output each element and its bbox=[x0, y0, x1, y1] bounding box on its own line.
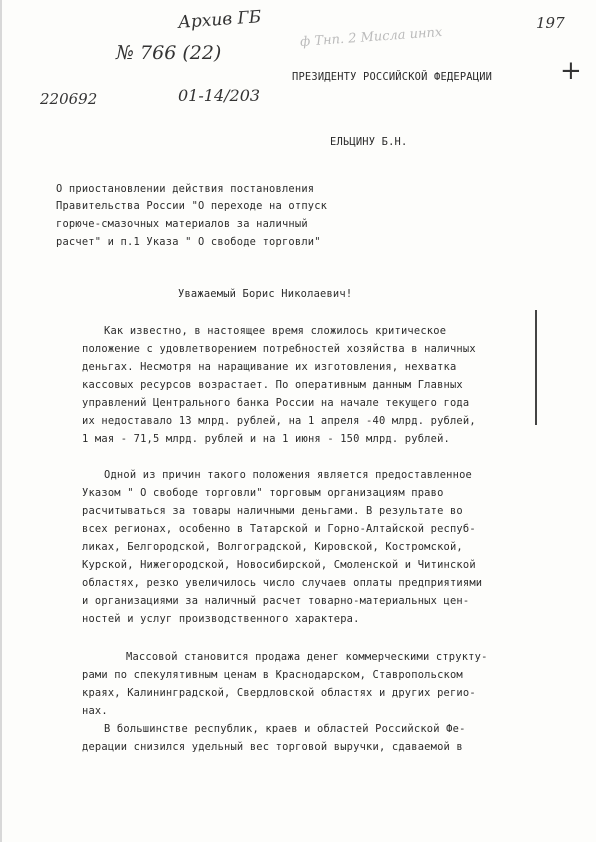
plus-mark: + bbox=[560, 56, 582, 86]
paragraph-2-line-4: всех регионах, особенно в Татарской и Горно-Алтайской респуб- bbox=[82, 523, 476, 535]
paragraph-2-line-1: Одной из причин такого положения является предоставленное bbox=[104, 469, 472, 481]
archive-handwritten-note: Архив ГБ bbox=[177, 7, 262, 33]
registration-number-note: № 766 (22) bbox=[116, 42, 222, 64]
paragraph-4-line-1: В большинстве республик, краев и областей Российской Фе- bbox=[104, 723, 466, 735]
incoming-number-note: 220692 bbox=[40, 90, 98, 108]
paragraph-1-line-6: их недоставало 13 млрд. рублей, на 1 апреля -40 млрд. рублей, bbox=[82, 415, 476, 427]
paragraph-1-line-4: кассовых ресурсов возрастает. По оперативным данным Главных bbox=[82, 379, 463, 391]
paragraph-2-line-5: ликах, Белгородской, Волгоградской, Кировской, Костромской, bbox=[82, 541, 463, 553]
paragraph-1-line-7: 1 мая - 71,5 млрд. рублей и на 1 июня - 150 млрд. рублей. bbox=[82, 433, 450, 445]
paragraph-1-line-5: управлений Центрального банка России на начале текущего года bbox=[82, 397, 470, 409]
paragraph-2-line-7: областях, резко увеличилось число случаев оплаты предприятиями bbox=[82, 577, 483, 589]
subject-line-2: Правительства России "О переходе на отпуск bbox=[56, 200, 328, 212]
paragraph-4-line-2: дерации снизился удельный вес торговой выручки, сдаваемой в bbox=[82, 741, 463, 753]
paragraph-1-line-2: положение с удовлетворением потребностей хозяйства в наличных bbox=[82, 343, 476, 355]
subject-line-4: расчет" и п.1 Указа " О свободе торговли" bbox=[56, 236, 321, 248]
paragraph-3-line-4: нах. bbox=[82, 705, 108, 717]
subject-line-1: О приостановлении действия постановления bbox=[56, 183, 315, 195]
salutation: Уважаемый Борис Николаевич! bbox=[178, 288, 353, 300]
faint-handwritten-note: ф Тнп. 2 Мисла инпх bbox=[299, 25, 443, 50]
paragraph-1-line-1: Как известно, в настоящее время сложилось критическое bbox=[104, 325, 447, 337]
paragraph-3-line-3: краях, Калининградской, Свердловской областях и других регио- bbox=[82, 687, 476, 699]
paragraph-2-line-6: Курской, Нижегородской, Новосибирской, Смоленской и Читинской bbox=[82, 559, 476, 571]
scan-edge bbox=[0, 0, 2, 842]
page-number-note: 197 bbox=[536, 14, 565, 32]
paragraph-2-line-3: расчитываться за товары наличными деньгами. В результате во bbox=[82, 505, 463, 517]
paragraph-1-line-3: деньгах. Несмотря на наращивание их изготовления, нехватка bbox=[82, 361, 457, 373]
addressee-name: ЕЛЬЦИНУ Б.Н. bbox=[330, 136, 408, 148]
paragraph-2-line-2: Указом " О свободе торговли" торговым организациям право bbox=[82, 487, 444, 499]
paragraph-3-line-1: Массовой становится продажа денег коммерческими структу- bbox=[126, 651, 488, 663]
paragraph-3-line-2: рами по спекулятивным ценам в Краснодарском, Ставропольском bbox=[82, 669, 463, 681]
subject-line-3: горюче-смазочных материалов за наличный bbox=[56, 218, 308, 230]
addressee-title: ПРЕЗИДЕНТУ РОССИЙСКОЙ ФЕДЕРАЦИИ bbox=[292, 71, 493, 83]
paragraph-2-line-8: и организациями за наличный расчет товарно-материальных цен- bbox=[82, 595, 470, 607]
margin-vertical-mark bbox=[535, 310, 537, 425]
paragraph-2-line-9: ностей и услуг производственного характера. bbox=[82, 613, 360, 625]
reference-number-note: 01-14/203 bbox=[178, 86, 261, 105]
